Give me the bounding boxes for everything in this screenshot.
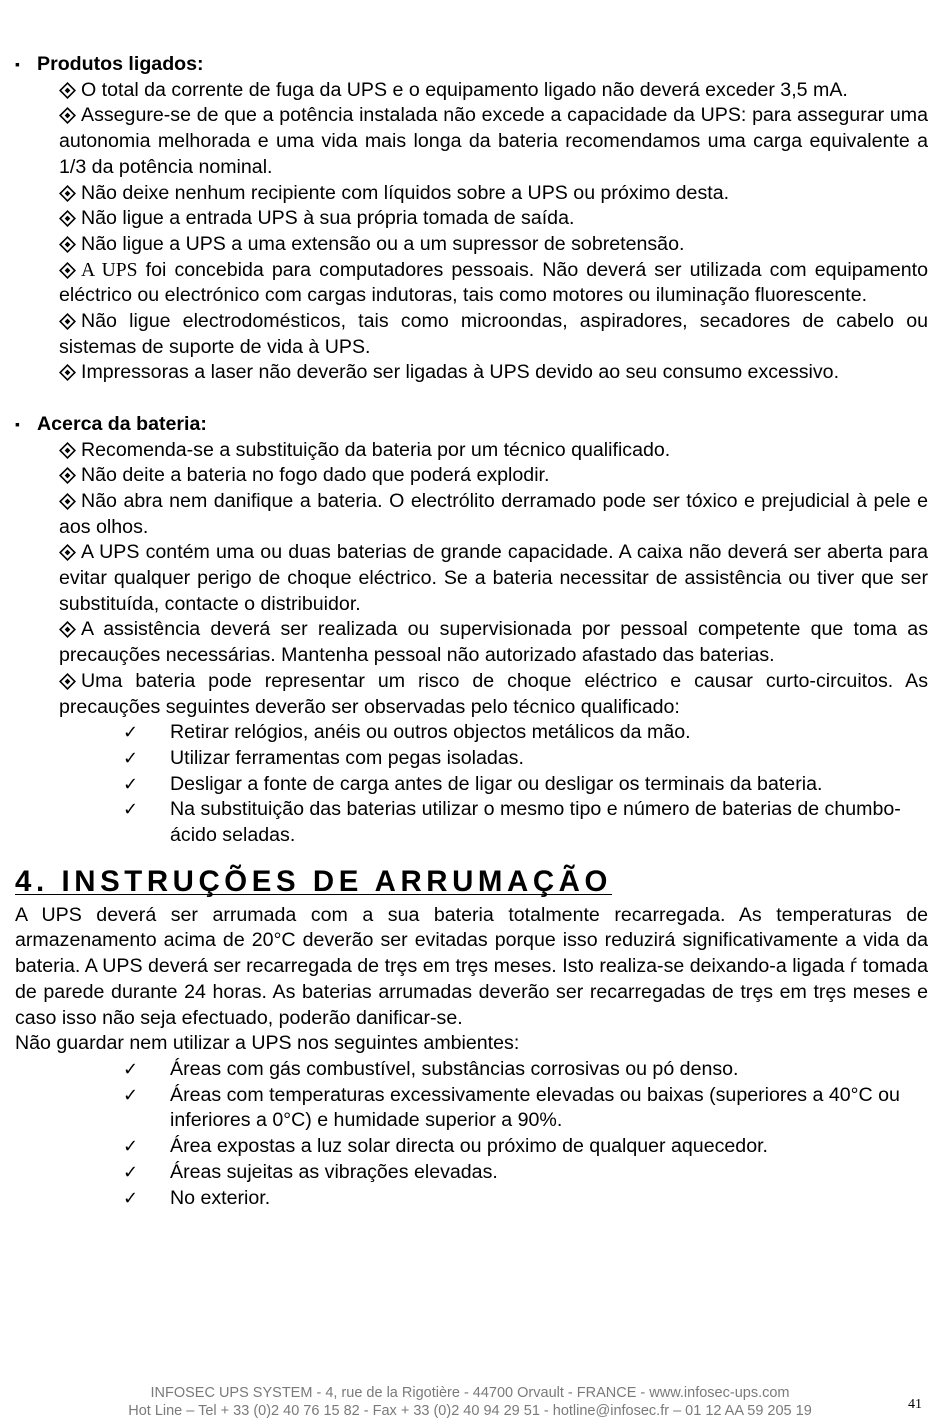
bullet-paragraph: Recomenda-se a substituição da bateria por um técnico qualificado. xyxy=(15,438,928,464)
bullet-paragraph: Não ligue a entrada UPS à sua própria tomada de saída. xyxy=(15,206,928,232)
square-bullet-icon: ▪ xyxy=(15,56,20,72)
bullet-paragraph: A assistência deverá ser realizada ou supervisionada por pessoal competente que toma as precauções necessárias. Mantenha pessoal não autorizado afastado das baterias. xyxy=(59,618,928,667)
list-item: ✓ No exterior. xyxy=(15,1186,928,1212)
bullet-paragraph: Não deixe nenhum recipiente com líquidos sobre a UPS ou próximo desta. xyxy=(15,181,928,207)
bullet-paragraph: Não ligue a UPS a uma extensão ou a um supressor de sobretensão. xyxy=(15,232,928,258)
storage-lead: Não guardar nem utilizar a UPS nos seguintes ambientes: xyxy=(15,1032,520,1055)
list-item: ✓ Área expostas a luz solar directa ou próximo de qualquer aquecedor. xyxy=(15,1134,928,1160)
document-page xyxy=(15,52,928,1211)
bullet-paragraph: Uma bateria pode representar um risco de choque eléctrico e causar curto-circuitos. As precauções seguintes deverão ser observadas pelo técnico qualificado: xyxy=(59,669,928,718)
list-item: ✓ Utilizar ferramentas com pegas isoladas. xyxy=(15,746,928,772)
storage-heading: 4. INSTRUÇÕES DE ARRUMAÇÃO xyxy=(15,864,612,898)
list-item: ✓ Áreas com gás combustível, substâncias corrosivas ou pó denso. xyxy=(15,1057,928,1083)
list-item: ✓ Desligar a fonte de carga antes de ligar ou desligar os terminais da bateria. xyxy=(15,772,928,798)
checkmark-icon: ✓ xyxy=(123,773,139,795)
spacer xyxy=(15,386,928,412)
battery-precautions-list xyxy=(15,720,928,849)
storage-paragraph: A UPS deverá ser arrumada com a sua bateria totalmente recarregada. As temperaturas de armazenamento acima de 20°C deverão ser evitadas porque isso reduzirá significativamente a vida da bateria. A UPS deverá ser recarregada de trȩs em trȩs meses. Isto realiza-se deixando-a ligada ѓ tomada de parede durante 24 horas. As baterias arrumadas deverão ser recarregadas de trȩs em trȩs meses e caso isso não seja efectuado, poderão danificar-se. xyxy=(15,903,928,1029)
bullet-paragraph: O total da corrente de fuga da UPS e o equipamento ligado não deverá exceder 3,5 mA. xyxy=(15,78,928,104)
bullet-paragraph: Assegure-se de que a potência instalada não excede a capacidade da UPS: para assegurar uma autonomia melhorada e uma vida mais longa da bateria recomendamos uma carga equivalente a 1/3 da potência nominal. xyxy=(59,104,928,178)
page-number: 41 xyxy=(908,1397,922,1412)
checkmark-icon: ✓ xyxy=(123,1187,139,1209)
bullet-paragraph: A UPS contém uma ou duas baterias de grande capacidade. A caixa não deverá ser aberta para evitar qualquer perigo de choque eléctrico. Se a bateria necessitar de assistência ou tiver que ser substituída, contacte o distribuidor. xyxy=(59,541,928,615)
list-item: ✓ Áreas com temperaturas excessivamente elevadas ou baixas (superiores a 40°C ou inferiores a 0°C) e humidade superior a 90%. xyxy=(123,1083,900,1132)
serif-prefix: A UPS xyxy=(81,259,138,281)
bullet-paragraph: Não abra nem danifique a bateria. O electrólito derramado pode ser tóxico e prejudicial à pele e aos olhos. xyxy=(59,489,928,538)
section-title: Acerca da bateria: xyxy=(37,412,207,435)
checkmark-icon: ✓ xyxy=(123,799,139,821)
list-item: ✓ Retirar relógios, anéis ou outros objectos metálicos da mão. xyxy=(15,720,928,746)
checkmark-icon: ✓ xyxy=(123,722,139,744)
checkmark-icon: ✓ xyxy=(123,1059,139,1080)
bullet-paragraph: Não deite a bateria no fogo dado que poderá explodir. xyxy=(15,463,928,489)
bullet-paragraph: A UPS foi concebida para computadores pessoais. Não deverá ser utilizada com equipamento eléctrico ou electrónico com cargas indutoras, tais como motores ou iluminação fluorescente. xyxy=(59,258,928,307)
bullet-paragraph: Impressoras a laser não deverão ser ligadas à UPS devido ao seu consumo excessivo. xyxy=(15,360,928,386)
checkmark-icon: ✓ xyxy=(123,1161,139,1183)
checkmark-icon: ✓ xyxy=(123,1136,139,1158)
checkmark-icon: ✓ xyxy=(123,1084,139,1106)
square-bullet-icon: ▪ xyxy=(15,415,20,432)
section-heading-battery xyxy=(15,412,928,438)
list-item: ✓ Áreas sujeitas as vibrações elevadas. xyxy=(15,1160,928,1186)
footer-address: INFOSEC UPS SYSTEM - 4, rue de la Rigotière - 44700 Orvault - FRANCE - www.infosec-ups.com xyxy=(150,1385,790,1401)
section-title: Produtos ligados: xyxy=(37,53,204,75)
list-item: ✓ Na substituição das baterias utilizar o mesmo tipo e número de baterias de chumbo-ácido seladas. xyxy=(123,798,901,847)
checkmark-icon: ✓ xyxy=(123,747,139,769)
page-footer xyxy=(0,1384,940,1420)
bullet-paragraph: Não ligue electrodomésticos, tais como microondas, aspiradores, secadores de cabelo ou sistemas de suporte de vida à UPS. xyxy=(59,310,928,358)
storage-environments-list xyxy=(15,1057,928,1211)
footer-contacts: Hot Line – Tel + 33 (0)2 40 76 15 82 - Fax + 33 (0)2 40 94 29 51 - hotline@infosec.fr – 01 12 AA 59 205 19 xyxy=(128,1403,812,1419)
section-heading-connected-products xyxy=(15,52,928,78)
